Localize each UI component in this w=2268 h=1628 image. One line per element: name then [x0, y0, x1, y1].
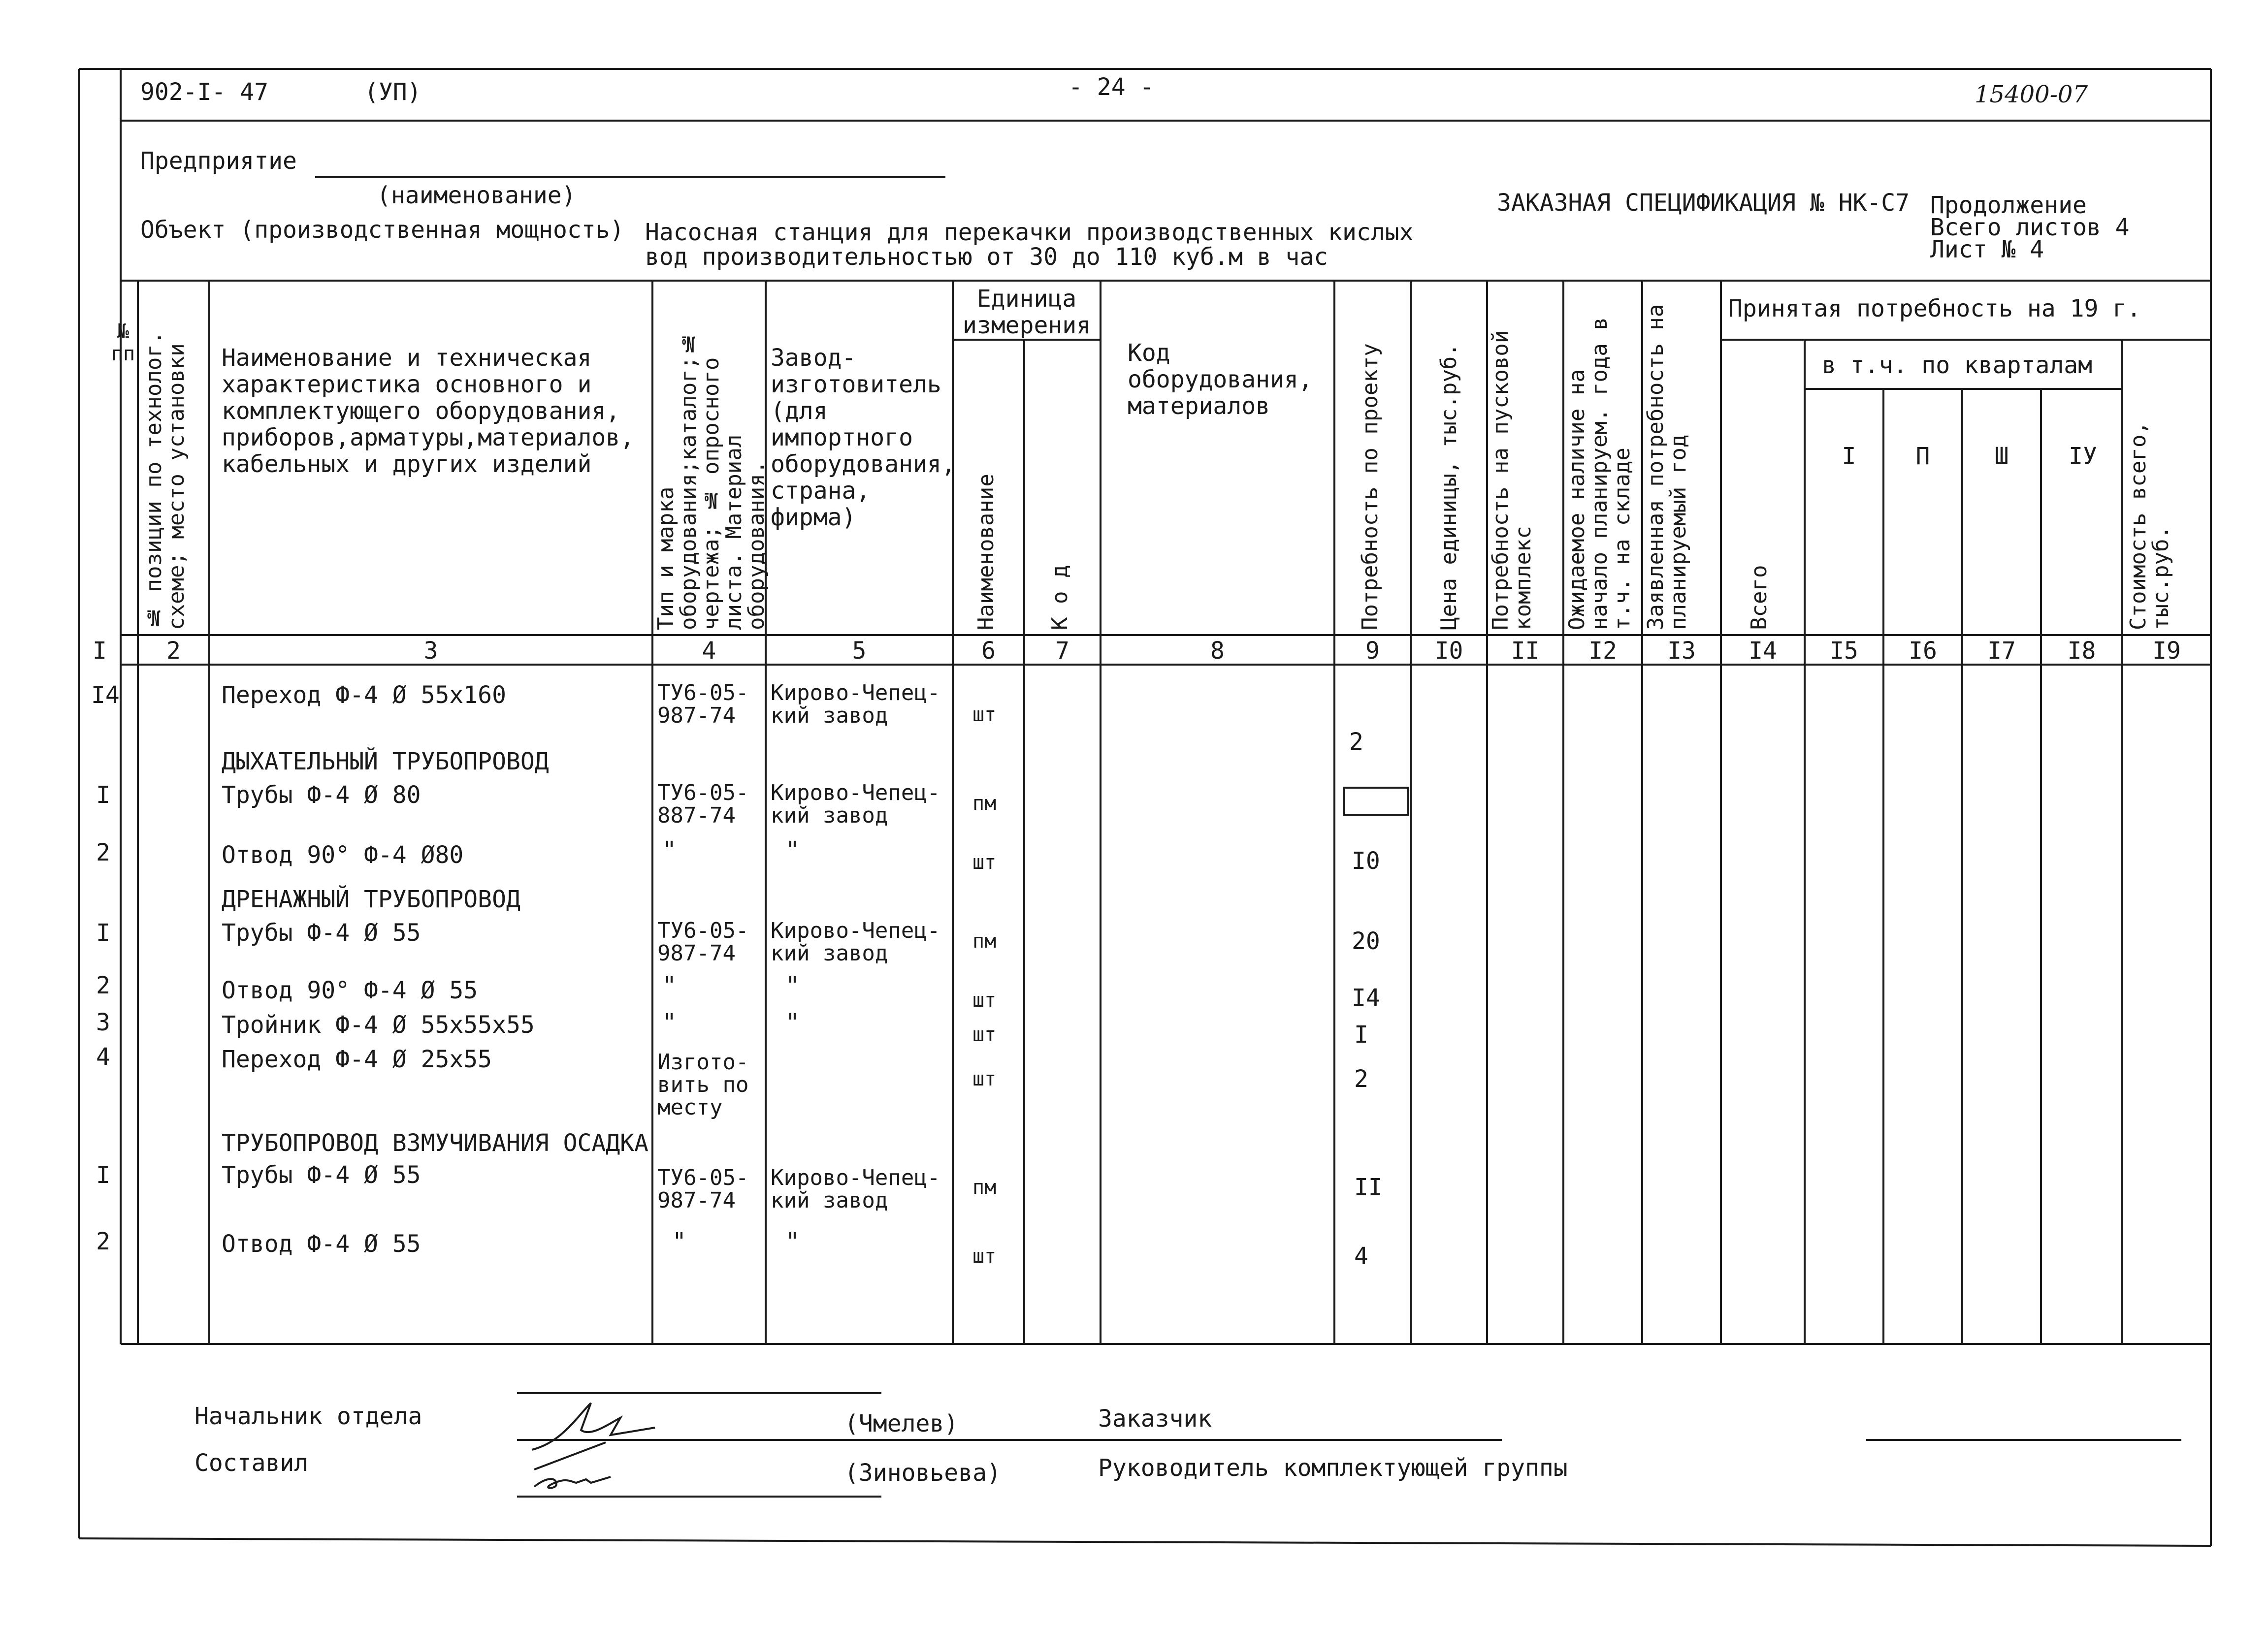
continuation-label: Продолжение	[1930, 192, 2087, 219]
row-name: Трубы Ф-4 Ø 55	[222, 919, 421, 947]
row-name: Тройник Ф-4 Ø 55x55x55	[222, 1011, 535, 1039]
row-qty: 2	[1354, 1065, 1368, 1093]
col-number: I0	[1434, 637, 1463, 665]
row-position: 4	[96, 1043, 110, 1071]
q4-header: IУ	[2069, 443, 2097, 470]
col-12-header: Ожидаемое наличие на начало планируем. года в т.ч. на складе	[1564, 317, 1635, 630]
col-number: 5	[852, 637, 867, 665]
col-19-header: Стоимость всего, тыс.руб.	[2126, 421, 2173, 630]
col-number: 6	[981, 637, 996, 665]
head-of-department-name: (Чмелев)	[844, 1410, 959, 1437]
row-type: ТУ6-05- 987-74	[657, 680, 749, 728]
col-number: I6	[1909, 637, 1937, 665]
col-number: I5	[1830, 637, 1858, 665]
row-position: I	[96, 1161, 110, 1189]
q3-header: Ш	[1994, 443, 2009, 470]
row-qty: I4	[1352, 984, 1380, 1012]
col-number: I8	[2067, 637, 2096, 665]
col-13-header: Заявленная потребность на планируемый год	[1643, 304, 1691, 630]
col-number: 7	[1055, 637, 1069, 665]
object-value-line2: вод производительностью от 30 до 110 куб.м в час	[645, 243, 1328, 271]
quarters-group-header: в т.ч. по кварталам	[1822, 351, 2093, 379]
row-type: "	[662, 836, 677, 864]
row-position: 2	[96, 1228, 110, 1255]
row-position: 2	[96, 972, 110, 999]
row-unit: пм	[972, 930, 997, 953]
col-number: 3	[423, 637, 438, 665]
row-qty: II	[1354, 1174, 1383, 1201]
row-name: Отвод Ф-4 Ø 55	[222, 1230, 421, 1258]
row-type: ТУ6-05- 987-74	[657, 1165, 749, 1213]
col-number: I4	[1749, 637, 1777, 665]
row-unit: шт	[972, 703, 997, 726]
row-position: 2	[96, 839, 110, 866]
row-qty: I	[1354, 1021, 1368, 1049]
accepted-group-header: Принятая потребность на 19 г.	[1728, 295, 2141, 322]
row-unit: шт	[972, 1068, 997, 1090]
row-position: 3	[96, 1009, 110, 1036]
col-number: I3	[1667, 637, 1696, 665]
row-maker: "	[785, 972, 800, 999]
row-name: Переход Ф-4 Ø 25x55	[222, 1046, 492, 1073]
row-qty: 2	[1349, 728, 1363, 756]
object-value-line1: Насосная станция для перекачки производственных кислых	[645, 219, 1414, 246]
row-maker: Кирово-Чепец- кий завод	[771, 1165, 940, 1213]
col-3-header: Наименование и техническая характеристика основного и комплектующего оборудования, приборов,арматуры,материалов, кабельных и других изделий	[222, 344, 635, 478]
page-number: - 24 -	[1069, 73, 1154, 101]
col-7-header: К о д	[1047, 565, 1072, 630]
spec-title: ЗАКАЗНАЯ СПЕЦИФИКАЦИЯ № НК-С7	[1497, 189, 1910, 217]
row-unit: пм	[972, 792, 997, 815]
row-type: ТУ6-05- 887-74	[657, 780, 749, 828]
row-unit: шт	[972, 989, 997, 1012]
compiler-name: (Зиновьева)	[844, 1459, 1001, 1487]
unit-group-header: Единица измерения	[962, 285, 1091, 339]
row-position: I	[96, 781, 110, 809]
row-unit: шт	[972, 1023, 997, 1046]
section-title: ТРУБОПРОВОД ВЗМУЧИВАНИЯ ОСАДКА	[222, 1129, 648, 1157]
object-label: Объект (производственная мощность)	[140, 216, 624, 244]
col-1-header: № пп	[111, 320, 135, 365]
col-10-header: Цена единицы, тыс.руб.	[1436, 343, 1461, 630]
section-title: ДЫХАТЕЛЬНЫЙ ТРУБОПРОВОД	[222, 748, 549, 775]
total-sheets: Всего листов 4	[1930, 214, 2130, 241]
row-type: ТУ6-05- 987-74	[657, 918, 749, 966]
customer-label: Заказчик	[1098, 1405, 1212, 1433]
row-maker: Кирово-Чепец- кий завод	[771, 680, 940, 728]
q1-header: I	[1842, 443, 1856, 470]
col-number: 8	[1210, 637, 1225, 665]
album-number: (УП)	[364, 78, 421, 106]
row-maker: "	[785, 836, 800, 864]
row-name: Переход Ф-4 Ø 55x160	[222, 681, 506, 709]
row-name: Трубы Ф-4 Ø 55	[222, 1161, 421, 1189]
col-number: I7	[1987, 637, 2016, 665]
row-type: "	[672, 1228, 686, 1255]
row-qty: 20	[1352, 927, 1380, 955]
row-name: Отвод 90° Ф-4 Ø80	[222, 841, 464, 869]
col-9-header: Потребность по проекту	[1358, 343, 1383, 630]
row-unit: пм	[972, 1176, 997, 1199]
col-number: 2	[166, 637, 181, 665]
col-11-header: Потребность на пусковой комплекс	[1488, 330, 1536, 630]
col-number: I9	[2152, 637, 2181, 665]
col-6-header: Наименование	[973, 474, 999, 630]
col-2-header: № позиции по технолог. схеме; место установки	[141, 331, 189, 630]
row-position: I	[96, 919, 110, 947]
col-8-header: Код оборудования, материалов	[1128, 339, 1313, 420]
col-number: 9	[1365, 637, 1380, 665]
col-number: 4	[702, 637, 716, 665]
name-hint: (наименование)	[377, 182, 576, 209]
order-code: 15400-07	[1975, 81, 2088, 108]
group-head-label: Руководитель комплектующей группы	[1098, 1454, 1568, 1482]
q2-header: П	[1915, 443, 1930, 470]
row-unit: шт	[972, 1245, 997, 1268]
sheet-number: Лист № 4	[1930, 236, 2044, 263]
section-title: ДРЕНАЖНЫЙ ТРУБОПРОВОД	[222, 886, 520, 913]
col-14-header: Всего	[1747, 565, 1772, 630]
compiler-label: Составил	[194, 1449, 309, 1477]
row-qty: 4	[1354, 1243, 1368, 1270]
col-4-header: Тип и марка оборудования;каталог;№ чертежа; № опросного листа. Материал оборудования.	[653, 331, 769, 630]
row-type: Изгото- вить по месту	[657, 1050, 749, 1120]
row-maker: Кирово-Чепец- кий завод	[771, 780, 940, 828]
row-type: "	[662, 972, 677, 999]
row-maker: Кирово-Чепец- кий завод	[771, 918, 940, 966]
row-maker: "	[785, 1009, 800, 1036]
row-name: Отвод 90° Ф-4 Ø 55	[222, 977, 478, 1004]
signature-marks	[532, 1403, 655, 1488]
head-of-department-label: Начальник отдела	[194, 1403, 422, 1430]
row-qty: I0	[1352, 847, 1380, 875]
row-name: Трубы Ф-4 Ø 80	[222, 781, 421, 809]
col-number: I	[93, 637, 107, 665]
project-code: 902-I- 47	[140, 78, 269, 106]
col-number: I2	[1588, 637, 1617, 665]
row-maker: "	[785, 1228, 800, 1255]
row-type: "	[662, 1009, 677, 1036]
row-position: I4	[91, 681, 120, 709]
enterprise-label: Предприятие	[140, 147, 297, 175]
row-unit: шт	[972, 851, 997, 874]
col-number: II	[1511, 637, 1540, 665]
col-5-header: Завод-изготовитель (для импортного оборудования, страна, фирма)	[771, 344, 956, 531]
